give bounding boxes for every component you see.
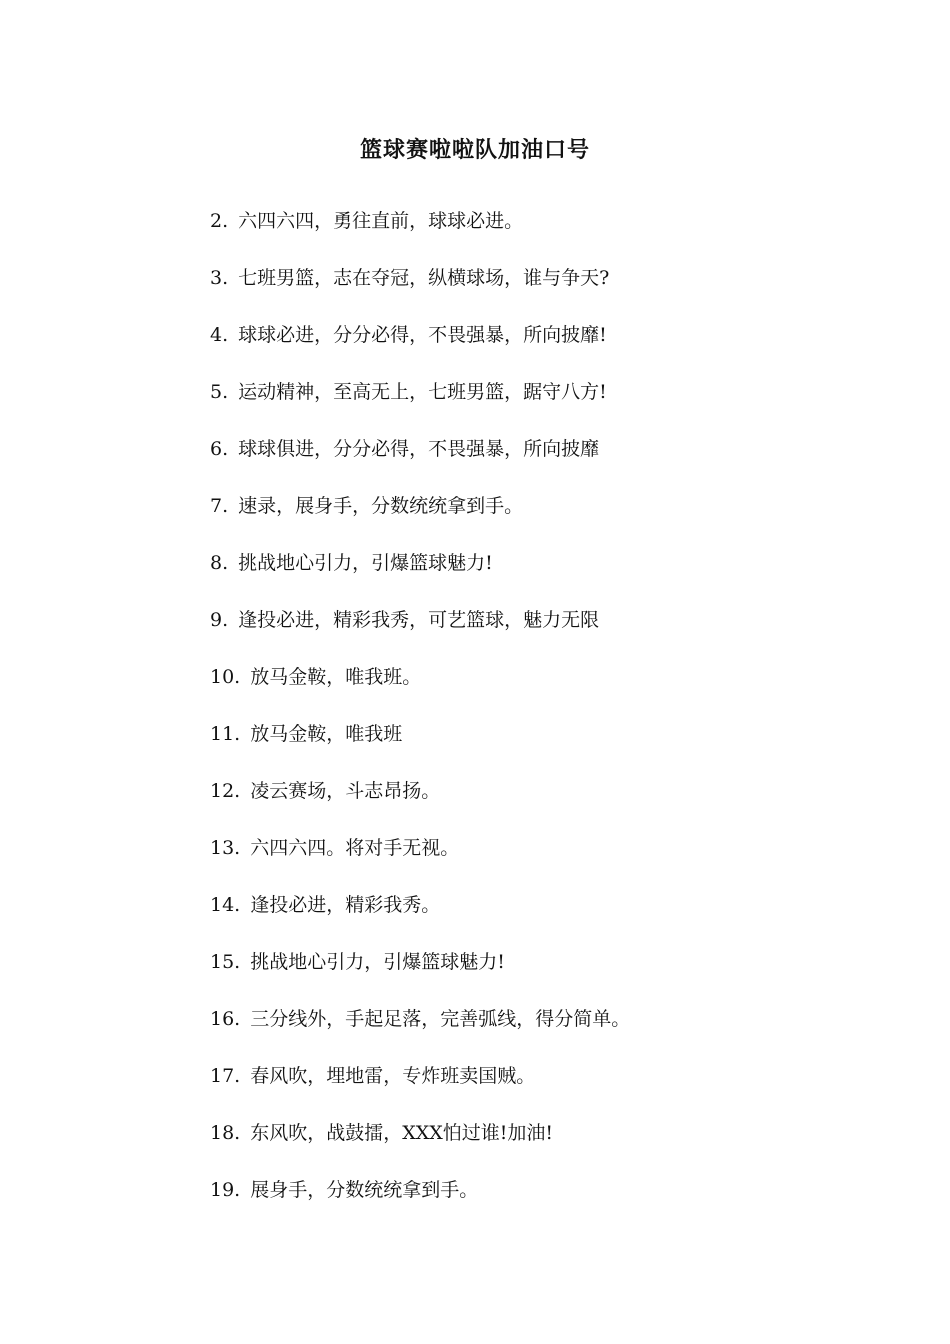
- item-number: 14.: [210, 894, 241, 916]
- item-text: 逢投必进，精彩我秀，可艺篮球，魅力无限: [238, 609, 600, 631]
- item-text: 逢投必进，精彩我秀。: [250, 894, 441, 916]
- list-item: [210, 489, 850, 546]
- item-text: 运动精神，至高无上，七班男篮，踞守八方!: [238, 381, 607, 403]
- item-text: 六四六四，勇往直前，球球必进。: [238, 210, 524, 232]
- item-text: 三分线外，手起足落，完善弧线，得分简单。: [250, 1008, 631, 1030]
- item-number: 8.: [210, 552, 229, 574]
- item-number: 13.: [210, 837, 241, 859]
- list-item: [210, 717, 850, 774]
- list-item: [210, 375, 850, 432]
- item-number: 9.: [210, 609, 229, 631]
- item-text: 速录，展身手，分数统统拿到手。: [238, 495, 524, 517]
- item-number: 18.: [210, 1122, 241, 1144]
- item-number: 17.: [210, 1065, 241, 1087]
- slogan-list: [210, 204, 850, 1230]
- item-text: 春风吹，埋地雷，专炸班卖国贼。: [250, 1065, 536, 1087]
- item-number: 19.: [210, 1179, 241, 1201]
- list-item: [210, 318, 850, 375]
- item-number: 15.: [210, 951, 241, 973]
- item-text: 挑战地心引力，引爆篮球魅力!: [238, 552, 493, 574]
- list-item: [210, 546, 850, 603]
- item-text: 放马金鞍，唯我班: [250, 723, 403, 745]
- list-item: [210, 204, 850, 261]
- list-item: [210, 945, 850, 1002]
- document-title: 篮球赛啦啦队加油口号: [359, 138, 590, 163]
- item-text: 东风吹，战鼓擂，XXX怕过谁!加油!: [250, 1122, 554, 1144]
- item-number: 16.: [210, 1008, 241, 1030]
- list-item: [210, 1059, 850, 1116]
- list-item: [210, 831, 850, 888]
- item-number: 12.: [210, 780, 241, 802]
- list-item: [210, 603, 850, 660]
- list-item: [210, 1002, 850, 1059]
- list-item: [210, 261, 850, 318]
- item-number: 7.: [210, 495, 229, 517]
- item-text: 六四六四。将对手无视。: [250, 837, 460, 859]
- item-text: 展身手，分数统统拿到手。: [250, 1179, 479, 1201]
- list-item: [210, 774, 850, 831]
- item-number: 2.: [210, 210, 229, 232]
- list-item: [210, 1173, 850, 1230]
- item-text: 放马金鞍，唯我班。: [250, 666, 422, 688]
- item-number: 11.: [210, 723, 241, 745]
- item-text: 七班男篮，志在夺冠，纵横球场，谁与争天?: [238, 267, 610, 289]
- item-number: 3.: [210, 267, 229, 289]
- item-number: 5.: [210, 381, 229, 403]
- item-text: 挑战地心引力，引爆篮球魅力!: [250, 951, 505, 973]
- item-number: 4.: [210, 324, 229, 346]
- list-item: [210, 888, 850, 945]
- item-text: 球球俱进，分分必得，不畏强暴，所向披靡: [238, 438, 600, 460]
- item-number: 6.: [210, 438, 229, 460]
- item-text: 球球必进，分分必得，不畏强暴，所向披靡!: [238, 324, 607, 346]
- list-item: [210, 660, 850, 717]
- list-item: [210, 432, 850, 489]
- list-item: [210, 1116, 850, 1173]
- item-number: 10.: [210, 666, 241, 688]
- item-text: 凌云赛场，斗志昂扬。: [250, 780, 441, 802]
